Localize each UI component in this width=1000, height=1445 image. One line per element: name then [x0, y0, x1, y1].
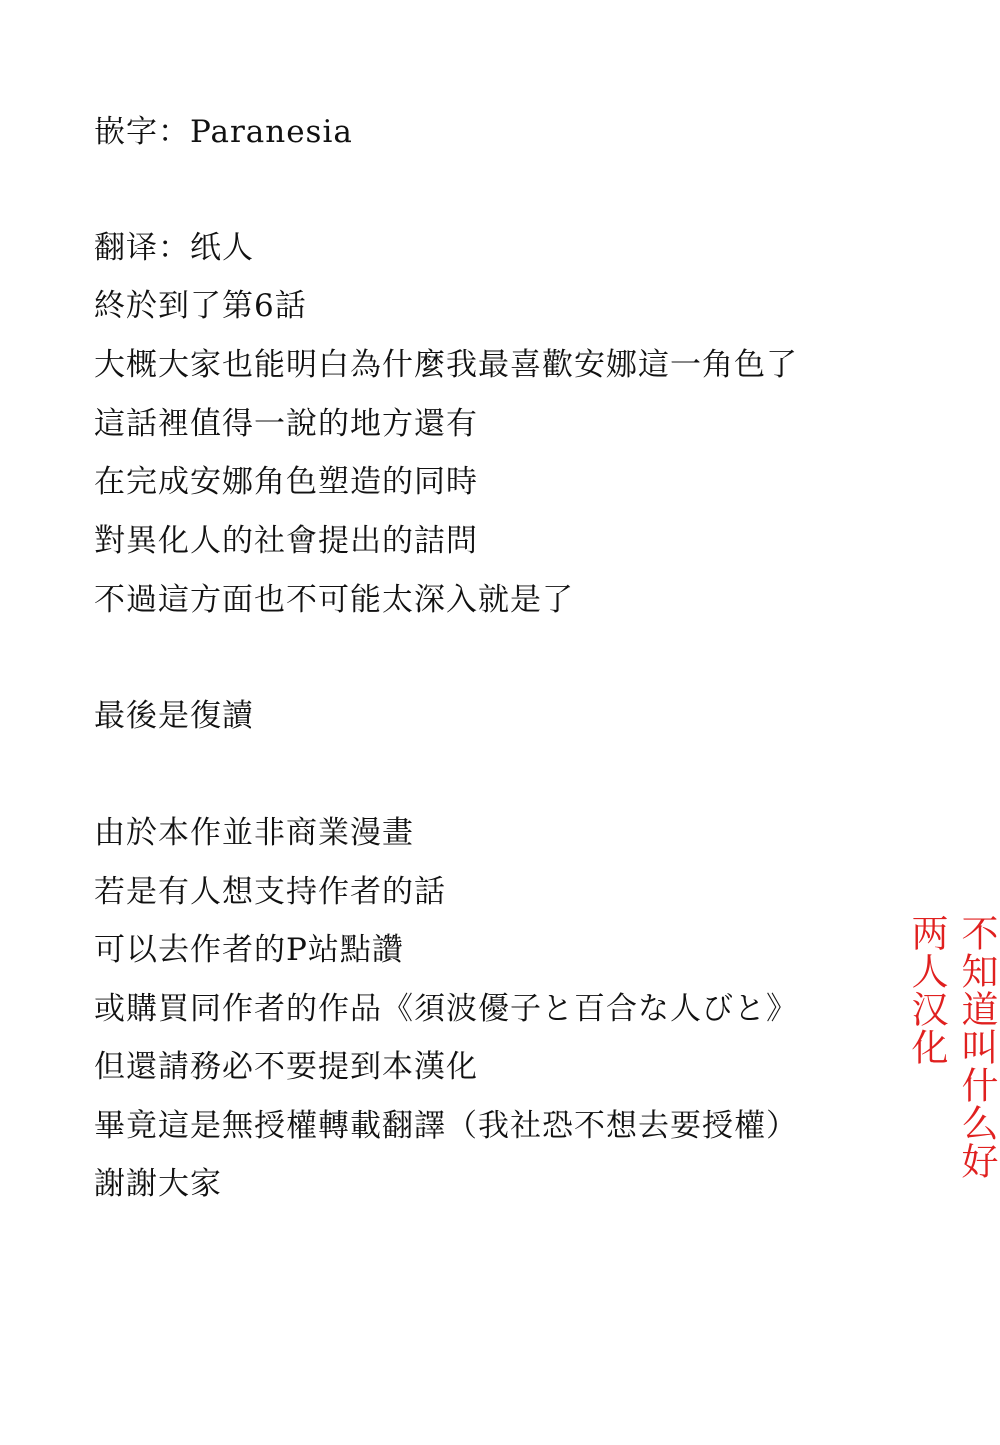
text-line: 對異化人的社會提出的詰問: [94, 523, 478, 559]
text-line: 在完成安娜角色塑造的同時: [94, 464, 478, 500]
reread-heading: 最後是復讀: [94, 698, 254, 734]
text-line: 若是有人想支持作者的話: [94, 874, 446, 910]
text-line: 但還請務必不要提到本漢化: [94, 1049, 478, 1085]
text-line: 大概大家也能明白為什麼我最喜歡安娜這一角色了: [94, 347, 798, 383]
text-line: 終於到了第6話: [94, 288, 307, 324]
text-line: 由於本作並非商業漫畫: [94, 815, 414, 851]
text-line: 或購買同作者的作品《須波優子と百合な人びと》: [94, 991, 798, 1027]
typesetting-credit: 嵌字：Paranesia: [94, 114, 353, 150]
group-name-line1: 不知道叫什么好: [955, 914, 998, 1180]
text-line: 畢竟這是無授權轉載翻譯（我社恐不想去要授權）: [94, 1108, 798, 1144]
group-name-line2: 两人汉化: [905, 914, 948, 1066]
text-line: 不過這方面也不可能太深入就是了: [94, 582, 574, 618]
text-line: 這話裡值得一說的地方還有: [94, 406, 478, 442]
translation-credit: 翻译：纸人: [94, 230, 254, 266]
text-line: 謝謝大家: [94, 1166, 222, 1202]
text-line: 可以去作者的P站點讚: [94, 932, 404, 968]
